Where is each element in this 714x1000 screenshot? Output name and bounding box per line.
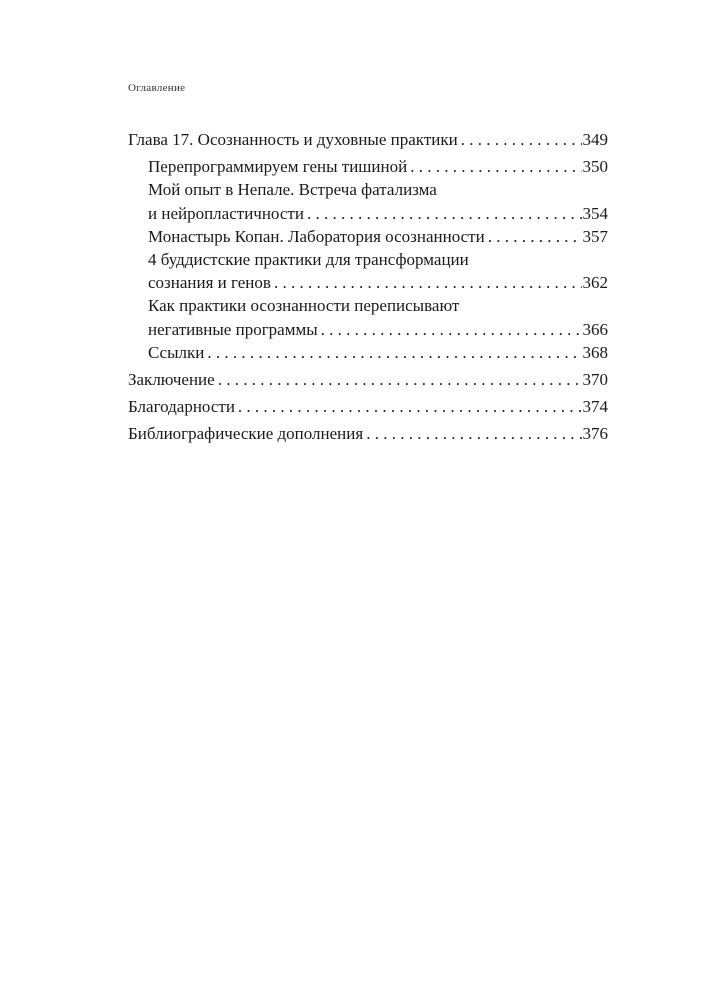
toc-line: [148, 318, 608, 341]
toc-line: [148, 271, 608, 294]
toc-entry-bibliography: [128, 422, 608, 445]
dot-leader: [366, 422, 581, 445]
toc-line: [148, 155, 608, 178]
dot-leader: [410, 155, 581, 178]
toc-entry-title-line-1: Мой опыт в Непале. Встреча фатализма: [148, 180, 437, 200]
toc-line: [128, 128, 608, 151]
toc-entry-title-line-1: Как практики осознанности переписывают: [148, 296, 460, 316]
dot-leader: [307, 202, 582, 225]
toc-line: [148, 248, 608, 271]
toc-entry-kopan-monastery: [128, 225, 608, 248]
running-head: Оглавление: [128, 82, 186, 94]
dot-leader: [461, 128, 582, 151]
toc-entry-title-line-2: негативные программы: [148, 319, 318, 339]
toc-entry-title: Перепрограммируем гены тишиной: [148, 157, 408, 177]
toc-page-number: 366: [582, 319, 608, 339]
toc-entry-chapter-17: [128, 128, 608, 151]
toc-page-number: 349: [582, 130, 608, 149]
toc-line: [128, 368, 608, 391]
dot-leader: [238, 395, 582, 418]
dot-leader: [321, 318, 582, 341]
toc-entry-conclusion: [128, 368, 608, 391]
dot-leader: [274, 271, 582, 294]
dot-leader: [218, 368, 582, 391]
toc-entry-title: Библиографические дополнения: [128, 424, 364, 444]
toc-line: [148, 202, 608, 225]
toc-line: [148, 178, 608, 201]
toc-line: [128, 422, 608, 445]
toc-entry-title: Заключение: [128, 370, 215, 390]
toc-entry-title: Глава 17. Осознанность и духовные практики: [128, 130, 458, 149]
toc-entry-title-line-2: и нейропластичности: [148, 203, 304, 223]
toc-page-number: 354: [582, 203, 608, 223]
table-of-contents: [128, 128, 608, 450]
toc-page-number: 362: [582, 273, 608, 293]
toc-entry-title-line-1: 4 буддистские практики для трансформации: [148, 250, 469, 270]
dot-leader: [488, 225, 582, 248]
toc-entry-title-line-2: сознания и генов: [148, 273, 271, 293]
toc-line: [148, 225, 608, 248]
toc-entry-mindfulness-rewrite: [128, 294, 608, 340]
dot-leader: [207, 341, 581, 364]
toc-page-number: 368: [582, 342, 608, 362]
toc-page-number: 370: [582, 370, 608, 390]
toc-page-number: 376: [582, 424, 608, 444]
toc-entry-title: Ссылки: [148, 342, 205, 362]
toc-line: [128, 395, 608, 418]
toc-entry-references: [128, 341, 608, 364]
toc-line: [148, 341, 608, 364]
toc-line: [148, 294, 608, 317]
toc-entry-acknowledgements: [128, 395, 608, 418]
toc-page-number: 357: [582, 226, 608, 246]
toc-entry-title: Монастырь Копан. Лаборатория осознанности: [148, 226, 485, 246]
toc-entry-nepal-experience: [128, 178, 608, 224]
toc-entry-reprogram-genes: [128, 155, 608, 178]
toc-entry-buddhist-practices: [128, 248, 608, 294]
toc-page-number: 350: [582, 157, 608, 177]
toc-page-number: 374: [582, 397, 608, 417]
toc-entry-title: Благодарности: [128, 397, 235, 417]
